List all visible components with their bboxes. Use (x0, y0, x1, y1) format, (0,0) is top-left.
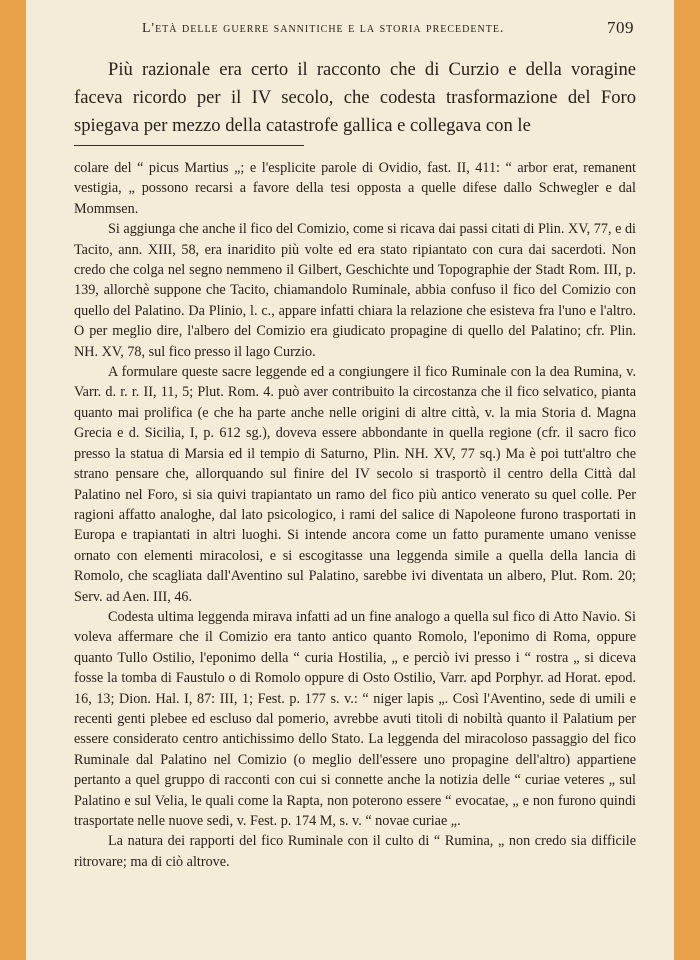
footnote-rule (74, 145, 304, 146)
page-number: 709 (607, 18, 634, 37)
main-paragraph: Più razionale era certo il racconto che di Curzio e della voragine faceva ricordo per il IV secolo, che codesta trasformazione del Foro spiegava per mezzo della catastrofe gallica e collegava con le (74, 59, 636, 136)
footnote-paragraph-4: Codesta ultima leggenda mirava infatti ad un fine analogo a quella sul fico di Atto Navio. Si voleva affermare che il Comizio era tanto antico quanto Romolo, l'eponimo di Roma, oppure quanto Tullo Ostilio, l'eponimo della “ curia Hostilia, „ e perciò ivi presso i “ rostra „ si diceva fosse la tomba di Faustulo o di Romolo oppure di Osto Ostilio, Varr. apd Porphyr. ad Horat. epod. 16, 13; Dion. Hal. I, 87: III, 1; Fest. p. 177 s. v.: “ niger lapis „. Così l'Aventino, sede di umili e recenti genti plebee ed escluso dal pomerio, avrebbe avuti titoli di nobiltà quanto il Palatium per essere considerato centro antichissimo dello Stato. La leggenda del miracoloso passaggio del fico Ruminale dal Palatino nel Comizio (o meglio dell'essere uno propagine dell'altro) appartiene pertanto a quel gruppo di racconti con cui si connette anche la notizia delle “ curiae veteres „ sul Palatino e sul Velia, le quali come la Rapta, non poterono essere “ evocatae, „ e non furono quindi trasportate nelle nuove sedi, v. Fest. p. 174 M, s. v. “ novae curiae „. (74, 608, 636, 829)
page-header (70, 18, 634, 42)
book-page (26, 0, 674, 960)
footnote-paragraph-5: La natura dei rapporti del fico Ruminale con il culto di “ Rumina, „ non credo sia difficile ritrovare; ma di ciò altrove. (74, 833, 636, 870)
footnote-paragraph-2: Si aggiunga che anche il fico del Comizio, come si ricava dai passi citati di Plin. XV, 77, e di Tacito, ann. XIII, 58, era inaridito più volte ed era stato ripiantato con cura dai sacerdoti. Non credo che colga nel segno nemmeno il Gilbert, Geschichte und Topographie der Stadt Rom. III, p. 139, allorchè suppone che Tacito, chiamandolo Ruminale, abbia confuso il fico del Comizio con quello del Palatino. Da Plinio, l. c., appare infatti chiara la relazione che esisteva fra l'uno e l'altro. O per meglio dire, l'albero del Comizio era giudicato propagine di quello del Palatino; cfr. Plin. NH. XV, 78, sul fico presso il lago Curzio. (74, 221, 636, 360)
running-title: L'età delle guerre sannitiche e la storia precedente. (142, 21, 505, 36)
main-text (74, 56, 636, 140)
footnote-paragraph-3: A formulare queste sacre leggende ed a congiungere il fico Ruminale con la dea Rumina, v. Varr. d. r. r. II, 11, 5; Plut. Rom. 4. può aver contribuito la circostanza che il fico selvatico, pianta quanto mai prolifica (e che ha parte anche nelle origini di altre città, v. la mia Storia d. Magna Grecia e d. Sicilia, I, p. 612 sg.), doveva essere abbondante in quella regione (cfr. il sacro fico presso la statua di Marsia ed il tempio di Saturno, Plin. NH. XV, 77 sq.) Ma è poi tutt'altro che strano pensare che, allorquando sul finire del IV secolo si trasportò il centro della Città dal Palatino nel Foro, si sia quivi trapiantato un ramo del fico più antico venerato su quel colle. Per ragioni affatto analoghe, dal lato psicologico, i rami del salice di Napoleone furono trasportati in Europa e trapiantati in altri luoghi. Si intende ancora come un fatto puramente umano venisse ornato con elementi miracolosi, e si escogitasse una leggenda simile a quella della lancia di Romolo, che scagliata dall'Aventino sul Palatino, sarebbe ivi diventata un albero, Plut. Rom. 20; Serv. ad Aen. III, 46. (74, 364, 636, 605)
footnote-paragraph-1: colare del “ picus Martius „; e l'esplicite parole di Ovidio, fast. II, 411: “ arbor erat, remanent vestigia, „ possono recarsi a favore della tesi opposta a quelle difese dallo Schwegler e dal Mommsen. (74, 160, 636, 217)
footnotes (74, 158, 636, 872)
